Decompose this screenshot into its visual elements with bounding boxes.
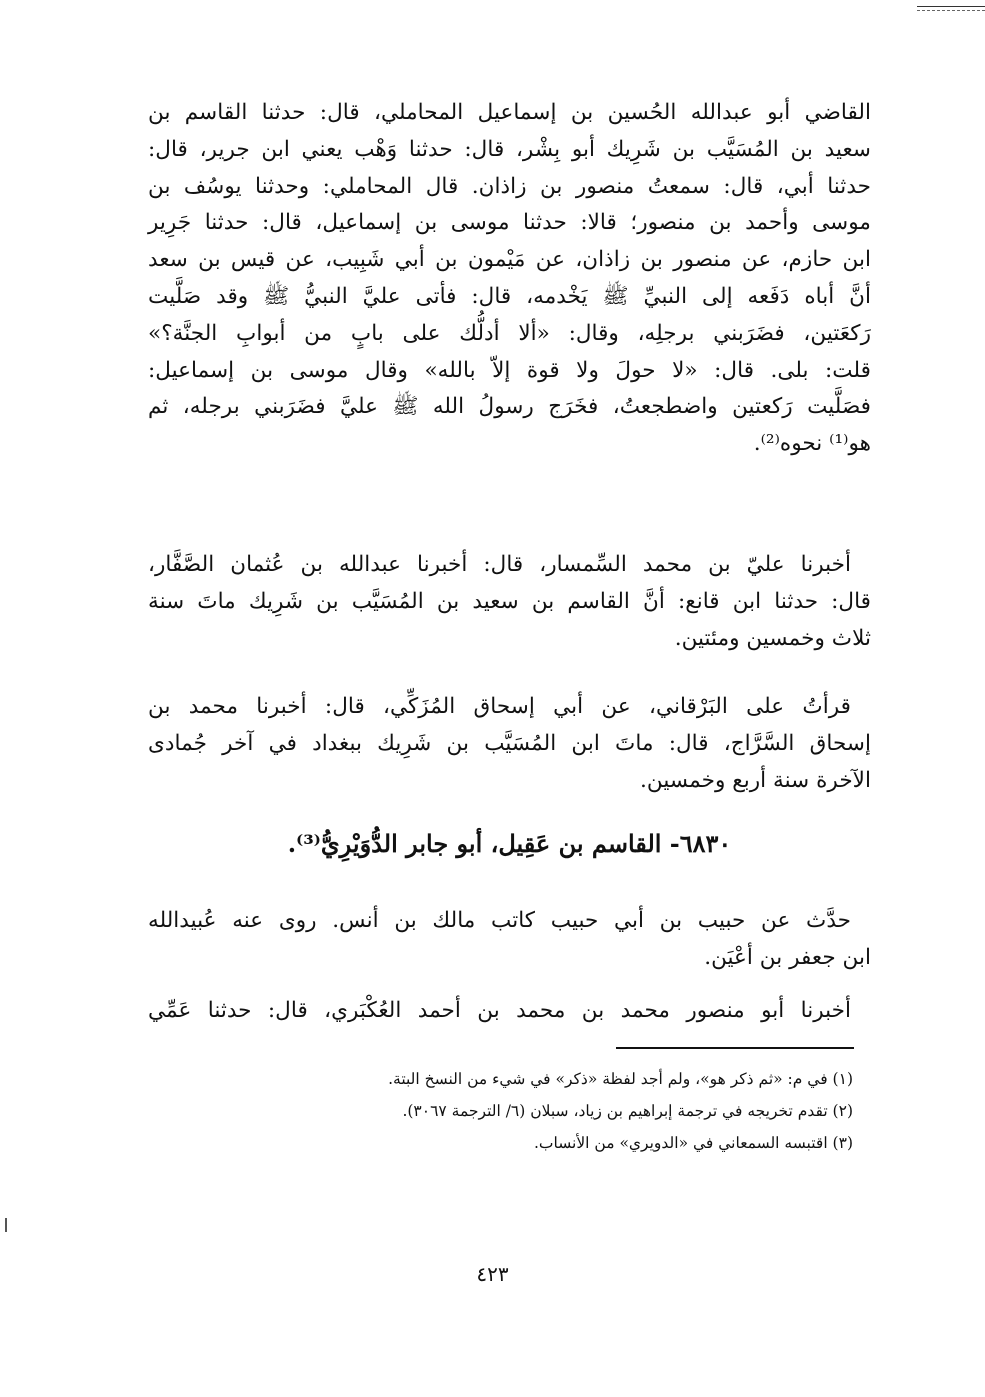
text-line: هو⁽¹⁾ نحوه⁽²⁾. [753, 431, 871, 457]
scan-edge-mark [917, 6, 985, 11]
scan-artifact [5, 1218, 7, 1232]
footnote-2: (٢) تقدم تخريجه في ترجمة إبراهيم بن زياد، سبلان (٦/ الترجمة ٣٠٦٧). [402, 1102, 853, 1120]
page-number: ٤٢٣ [476, 1262, 509, 1286]
text-line: سعيد بن المُسَيَّب بن شَرِيك أبو بِشْر، قال: حدثنا وَهْب يعني ابن جرير، قال: [148, 136, 871, 162]
paragraph-3 [148, 689, 871, 799]
text-line: قلت: بلى. قال: «لا حولَ ولا قوة إلاّ بالله» وقال موسى بن إسماعيل: [148, 357, 871, 383]
text-line: الآخرة سنة أربع وخمسين. [640, 767, 871, 793]
text-line: أخبرنا أبو منصور محمد بن محمد بن أحمد العُكْبَري، قال: حدثنا عَمِّي [148, 998, 851, 1023]
text-line: ابن حازم، عن منصور بن زاذان، عن مَيْمون بن أبي شَبِيب، عن قيس بن سعد [148, 247, 871, 273]
text-line: حدثنا أبي، قال: سمعتُ منصور بن زاذان. قال المحاملي: وحدثنا يوسُف بن [148, 173, 871, 199]
paragraph-5 [148, 993, 871, 1030]
paragraph-1 [148, 95, 871, 463]
footnote-1: (١) في م: «ثم ذكر هو»، ولم أجد لفظة «ذكر» في شيء من النسخ البتة. [388, 1070, 853, 1088]
footnote-separator [616, 1047, 854, 1049]
text-line: ابن جعفر بن أعْيَن. [704, 944, 871, 970]
text-line: قال: حدثنا ابن قانع: أنَّ القاسم بن سعيد بن المُسَيَّب بن شَرِيك ماتَ سنة [148, 588, 871, 614]
footnotes [148, 1063, 853, 1159]
text-line: رَكعَتين، فضَرَبني برجلِه، وقال: «ألا أدلُّك على بابٍ من أبوابِ الجنَّة؟» [148, 320, 871, 346]
text-line: ثلاث وخمسين ومئتين. [674, 625, 871, 651]
paragraph-2 [148, 547, 871, 657]
text-line: أنَّ أباه دَفَعه إلى النبيِّ ﷺ يَخْدمه، قال: فأتى عليَّ النبيُّ ﷺ وقد صَلَّيت [148, 283, 871, 309]
paragraph-4 [148, 903, 871, 977]
footnote-3: (٣) اقتبسه السمعاني في «الدويري» من الأنساب. [533, 1134, 853, 1152]
text-line: أخبرنا عليّ بن محمد السِّمسار، قال: أخبرنا عبدالله بن عُثمان الصَّفَّار، [148, 552, 851, 577]
entry-heading: ٦٨٣٠- القاسم بن عَقِيل، أبو جابر الدُّوَيْرِيُّ⁽³⁾. [287, 829, 732, 858]
text-line: فصَلَّيت رَكعتين واضطجعتُ، فخَرَج رسولُ الله ﷺ عليَّ فضَرَبني برجله، ثم [148, 394, 871, 420]
text-line: قرأتُ على البَرْقاني، عن أبي إسحاق المُزَكِّي، قال: أخبرنا محمد بن [148, 694, 851, 719]
text-line: القاضي أبو عبدالله الحُسين بن إسماعيل المحاملي، قال: حدثنا القاسم بن [148, 100, 871, 125]
text-line: حدَّث عن حبيب بن أبي حبيب كاتب مالك بن أنس. روى عنه عُبيدالله [148, 908, 851, 933]
text-line: إسحاق السَّرَّاج، قال: ماتَ ابن المُسَيَّب بن شَرِيك ببغداد في آخر جُمادى [148, 730, 871, 756]
text-line: موسى وأحمد بن منصور؛ قالا: حدثنا موسى بن إسماعيل، قال: حدثنا جَرِير [148, 210, 871, 236]
